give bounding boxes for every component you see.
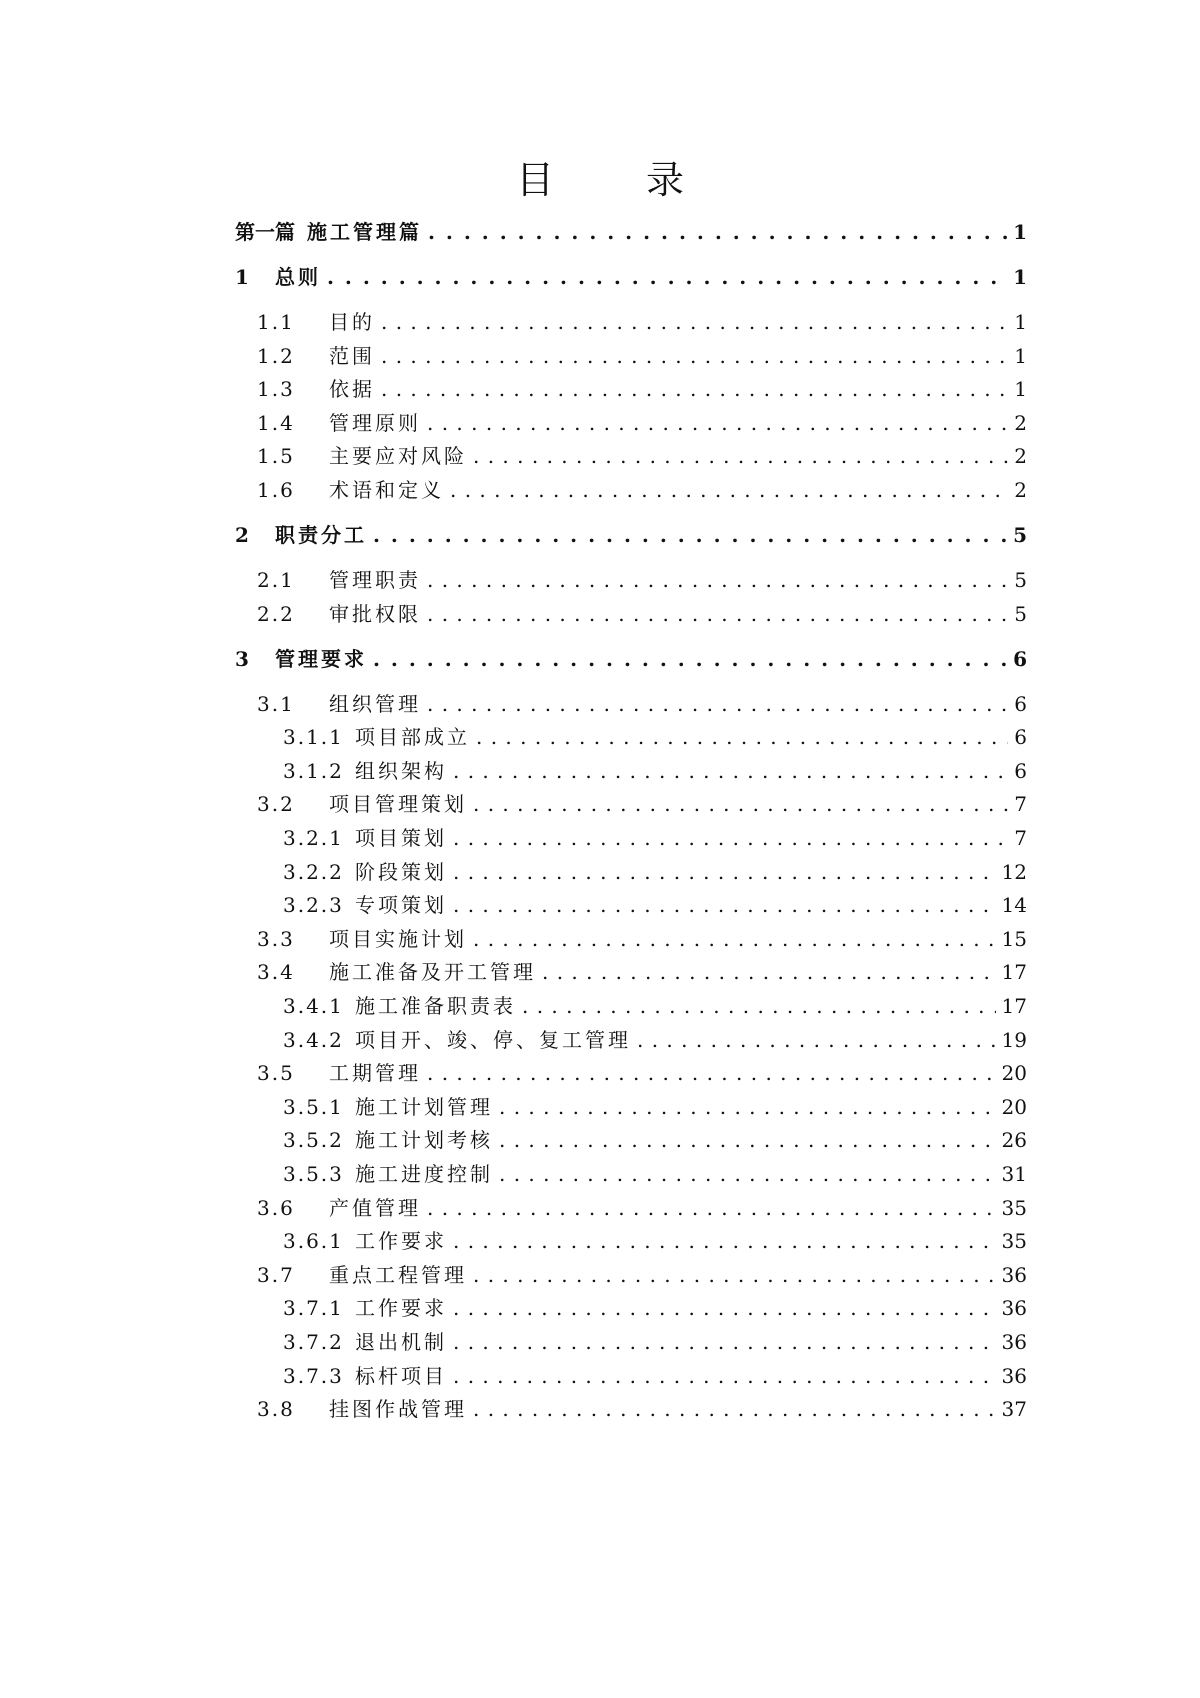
toc-entry-title: 组织管理	[329, 691, 421, 716]
toc-entry-number: 3.7.2	[283, 1330, 344, 1354]
toc-entry[interactable]	[235, 520, 1027, 550]
toc-entry-number: 3.2	[257, 792, 295, 817]
toc-entry[interactable]	[235, 217, 1027, 247]
toc-entry-title: 项目开、竣、停、复工管理	[355, 1027, 631, 1052]
toc-entry-title: 项目实施计划	[329, 926, 467, 951]
toc-entry-number: 3.4	[257, 960, 295, 985]
toc-entry-page-number: 36	[1001, 1363, 1027, 1388]
toc-entry[interactable]	[283, 756, 1027, 786]
toc-entry-page-number: 6	[1014, 691, 1027, 716]
toc-entry-title: 施工管理篇	[307, 220, 422, 244]
toc-dot-leader	[373, 520, 1007, 550]
toc-entry[interactable]	[257, 408, 1027, 438]
toc-entry-title: 总则	[275, 265, 321, 289]
toc-dot-leader	[453, 890, 996, 920]
toc-entry[interactable]	[257, 475, 1027, 505]
toc-entry-title: 挂图作战管理	[329, 1397, 467, 1422]
toc-entry-number: 3.5	[257, 1061, 295, 1086]
toc-dot-leader	[327, 262, 1007, 292]
toc-entry-title: 项目管理策划	[329, 792, 467, 817]
toc-entry-title: 主要应对风险	[329, 444, 467, 469]
toc-entry[interactable]	[257, 441, 1027, 471]
toc-dot-leader	[453, 857, 996, 887]
toc-entry[interactable]	[283, 823, 1027, 853]
toc-entry[interactable]	[283, 722, 1027, 752]
toc-dot-leader	[473, 924, 996, 954]
toc-entry-page-number: 14	[1001, 893, 1027, 918]
toc-entry-page-number: 6	[1013, 646, 1027, 671]
toc-entry-title: 组织架构	[355, 758, 447, 783]
toc-entry-page-number: 1	[1014, 377, 1027, 402]
toc-entry-page-number: 36	[1001, 1296, 1027, 1321]
toc-entry-title: 职责分工	[275, 523, 367, 547]
toc-entry-title: 术语和定义	[329, 478, 444, 502]
toc-entry[interactable]	[257, 341, 1027, 371]
toc-dot-leader	[522, 991, 996, 1021]
toc-dot-leader	[453, 823, 1008, 853]
toc-entry[interactable]	[257, 565, 1027, 595]
toc-entry-page-number: 7	[1014, 826, 1027, 850]
toc-entry-number: 3.5.2	[283, 1128, 344, 1153]
toc-dot-leader	[427, 689, 1008, 719]
toc-entry-title: 范围	[329, 343, 375, 368]
toc-entry-title: 施工准备职责表	[355, 994, 516, 1018]
toc-entry[interactable]	[283, 1293, 1027, 1323]
toc-entry[interactable]	[283, 1092, 1027, 1122]
toc-entry-page-number: 1	[1014, 343, 1027, 368]
toc-dot-leader	[427, 1193, 996, 1223]
toc-dot-leader	[499, 1125, 996, 1155]
toc-entry-title: 专项策划	[355, 893, 447, 918]
toc-dot-leader	[450, 475, 1008, 505]
toc-entry-title: 目的	[329, 310, 375, 334]
toc-entry-number: 3.3	[257, 926, 295, 951]
toc-entry-page-number: 36	[1001, 1330, 1027, 1354]
toc-entry-title: 施工准备及开工管理	[329, 960, 536, 985]
toc-dot-leader	[427, 1058, 996, 1088]
toc-entry[interactable]	[283, 1361, 1027, 1391]
toc-entry-title: 退出机制	[355, 1330, 447, 1354]
toc-entry-number: 3.4.1	[283, 994, 344, 1018]
toc-entry-page-number: 1	[1013, 265, 1027, 289]
toc-dot-leader	[381, 341, 1008, 371]
toc-entry-number: 3.6.1	[283, 1229, 344, 1254]
toc-entry-number: 3.2.1	[283, 826, 344, 850]
toc-entry-number: 1.5	[257, 444, 295, 469]
toc-entry-title: 工作要求	[355, 1229, 447, 1254]
toc-entry-number: 3.1	[257, 691, 295, 716]
toc-dot-leader	[473, 441, 1008, 471]
toc-dot-leader	[427, 565, 1008, 595]
toc-dot-leader	[453, 1327, 996, 1357]
toc-dot-leader	[499, 1159, 996, 1189]
toc-entry-number: 2	[235, 523, 249, 547]
toc-dot-leader	[542, 957, 996, 987]
toc-entry-page-number: 26	[1001, 1128, 1027, 1153]
toc-entry-number: 3	[235, 646, 249, 671]
toc-dot-leader	[428, 217, 1007, 247]
toc-entry-page-number: 19	[1001, 1027, 1027, 1052]
toc-entry-title: 管理要求	[275, 646, 367, 671]
toc-dot-leader	[473, 1260, 996, 1290]
toc-entry-page-number: 35	[1001, 1195, 1027, 1220]
toc-entry-page-number: 5	[1013, 523, 1027, 547]
toc-entry-title: 审批权限	[329, 601, 421, 626]
toc-entry-number: 2.1	[257, 568, 295, 592]
toc-dot-leader	[427, 599, 1008, 629]
toc-entry-page-number: 17	[1001, 960, 1027, 985]
toc-entry[interactable]	[257, 689, 1027, 719]
toc-entry-page-number: 20	[1001, 1061, 1027, 1086]
toc-entry-page-number: 20	[1001, 1094, 1027, 1119]
toc-entry[interactable]	[257, 374, 1027, 404]
toc-entry-title: 依据	[329, 377, 375, 402]
toc-entry-number: 1.6	[257, 478, 295, 502]
toc-entry-page-number: 1	[1013, 220, 1027, 244]
toc-entry-page-number: 6	[1014, 725, 1027, 750]
toc-entry[interactable]	[257, 924, 1027, 954]
toc-entry-page-number: 35	[1001, 1229, 1027, 1254]
toc-entry[interactable]	[283, 1025, 1027, 1055]
toc-dot-leader	[381, 374, 1008, 404]
toc-entry-number: 1.4	[257, 410, 295, 435]
toc-entry-number: 3.6	[257, 1195, 295, 1220]
toc-entry-page-number: 1	[1014, 310, 1027, 334]
toc-entry-number: 3.5.3	[283, 1162, 344, 1186]
toc-dot-leader	[476, 722, 1008, 752]
toc-entry-title: 工作要求	[355, 1296, 447, 1321]
toc-dot-leader	[473, 1394, 996, 1424]
toc-dot-leader	[427, 408, 1008, 438]
toc-entry-page-number: 31	[1001, 1162, 1027, 1186]
toc-title: 目 录	[515, 158, 725, 202]
toc-entry-number: 3.8	[257, 1397, 295, 1422]
toc-entry-title: 标杆项目	[355, 1363, 447, 1388]
toc-dot-leader	[453, 1361, 996, 1391]
toc-entry[interactable]	[235, 262, 1027, 292]
toc-entry-number: 3.4.2	[283, 1027, 344, 1052]
toc-entry-number: 3.2.3	[283, 893, 344, 918]
toc-entry-page-number: 12	[1001, 859, 1027, 884]
toc-entry-title: 产值管理	[329, 1195, 421, 1220]
toc-entry-number: 1.1	[257, 310, 295, 334]
toc-entry-page-number: 37	[1001, 1397, 1027, 1422]
toc-dot-leader	[453, 1293, 996, 1323]
toc-entry-number: 1.2	[257, 343, 295, 368]
toc-entry-number: 3.5.1	[283, 1094, 344, 1119]
toc-entry[interactable]	[257, 789, 1027, 819]
toc-entry-page-number: 6	[1014, 758, 1027, 783]
toc-entry-title: 阶段策划	[355, 859, 447, 884]
toc-dot-leader	[473, 789, 1008, 819]
toc-entry-page-number: 15	[1001, 926, 1027, 951]
toc-entry-number: 第一篇	[235, 220, 295, 244]
toc-entry[interactable]	[283, 1125, 1027, 1155]
toc-entry-title: 施工进度控制	[355, 1162, 493, 1186]
toc-entry-number: 3.7.1	[283, 1296, 344, 1321]
toc-entry-page-number: 36	[1001, 1262, 1027, 1287]
toc-entry-title: 施工计划管理	[355, 1094, 493, 1119]
toc-entry-page-number: 2	[1014, 410, 1027, 435]
toc-entry[interactable]	[283, 890, 1027, 920]
toc-entry-title: 重点工程管理	[329, 1262, 467, 1287]
toc-entry[interactable]	[283, 857, 1027, 887]
toc-entry-number: 3.1.2	[283, 758, 344, 783]
toc-entry-title: 工期管理	[329, 1061, 421, 1086]
toc-entry[interactable]	[257, 1193, 1027, 1223]
toc-entry-number: 3.2.2	[283, 859, 344, 884]
toc-entry-title: 项目部成立	[355, 725, 470, 750]
toc-dot-leader	[381, 307, 1008, 337]
toc-entry[interactable]	[257, 957, 1027, 987]
toc-entry[interactable]	[257, 307, 1027, 337]
toc-entry[interactable]	[283, 1159, 1027, 1189]
toc-dot-leader	[453, 756, 1008, 786]
toc-entry-number: 3.7.3	[283, 1363, 344, 1388]
toc-dot-leader	[373, 644, 1007, 674]
toc-entry[interactable]	[235, 644, 1027, 674]
toc-entry[interactable]	[257, 599, 1027, 629]
toc-dot-leader	[637, 1025, 996, 1055]
toc-entry-number: 3.1.1	[283, 725, 344, 750]
toc-entry-title: 管理职责	[329, 568, 421, 592]
toc-entry-number: 1.3	[257, 377, 295, 402]
toc-entry[interactable]	[257, 1058, 1027, 1088]
toc-entry[interactable]	[283, 1327, 1027, 1357]
toc-entry[interactable]	[257, 1260, 1027, 1290]
toc-dot-leader	[499, 1092, 996, 1122]
toc-entry[interactable]	[283, 1226, 1027, 1256]
toc-entry-number: 2.2	[257, 601, 295, 626]
toc-entry-page-number: 5	[1014, 601, 1027, 626]
toc-entry-page-number: 2	[1014, 478, 1027, 502]
toc-entry-page-number: 2	[1014, 444, 1027, 469]
toc-entry-page-number: 17	[1001, 994, 1027, 1018]
toc-entry-title: 施工计划考核	[355, 1128, 493, 1153]
toc-entry-number: 1	[235, 265, 249, 289]
toc-entry-page-number: 5	[1014, 568, 1027, 592]
toc-entry-title: 管理原则	[329, 410, 421, 435]
toc-entry-title: 项目策划	[355, 826, 447, 850]
toc-entry-page-number: 7	[1014, 792, 1027, 817]
toc-entry[interactable]	[257, 1394, 1027, 1424]
toc-dot-leader	[453, 1226, 996, 1256]
toc-entry-number: 3.7	[257, 1262, 295, 1287]
toc-entry[interactable]	[283, 991, 1027, 1021]
